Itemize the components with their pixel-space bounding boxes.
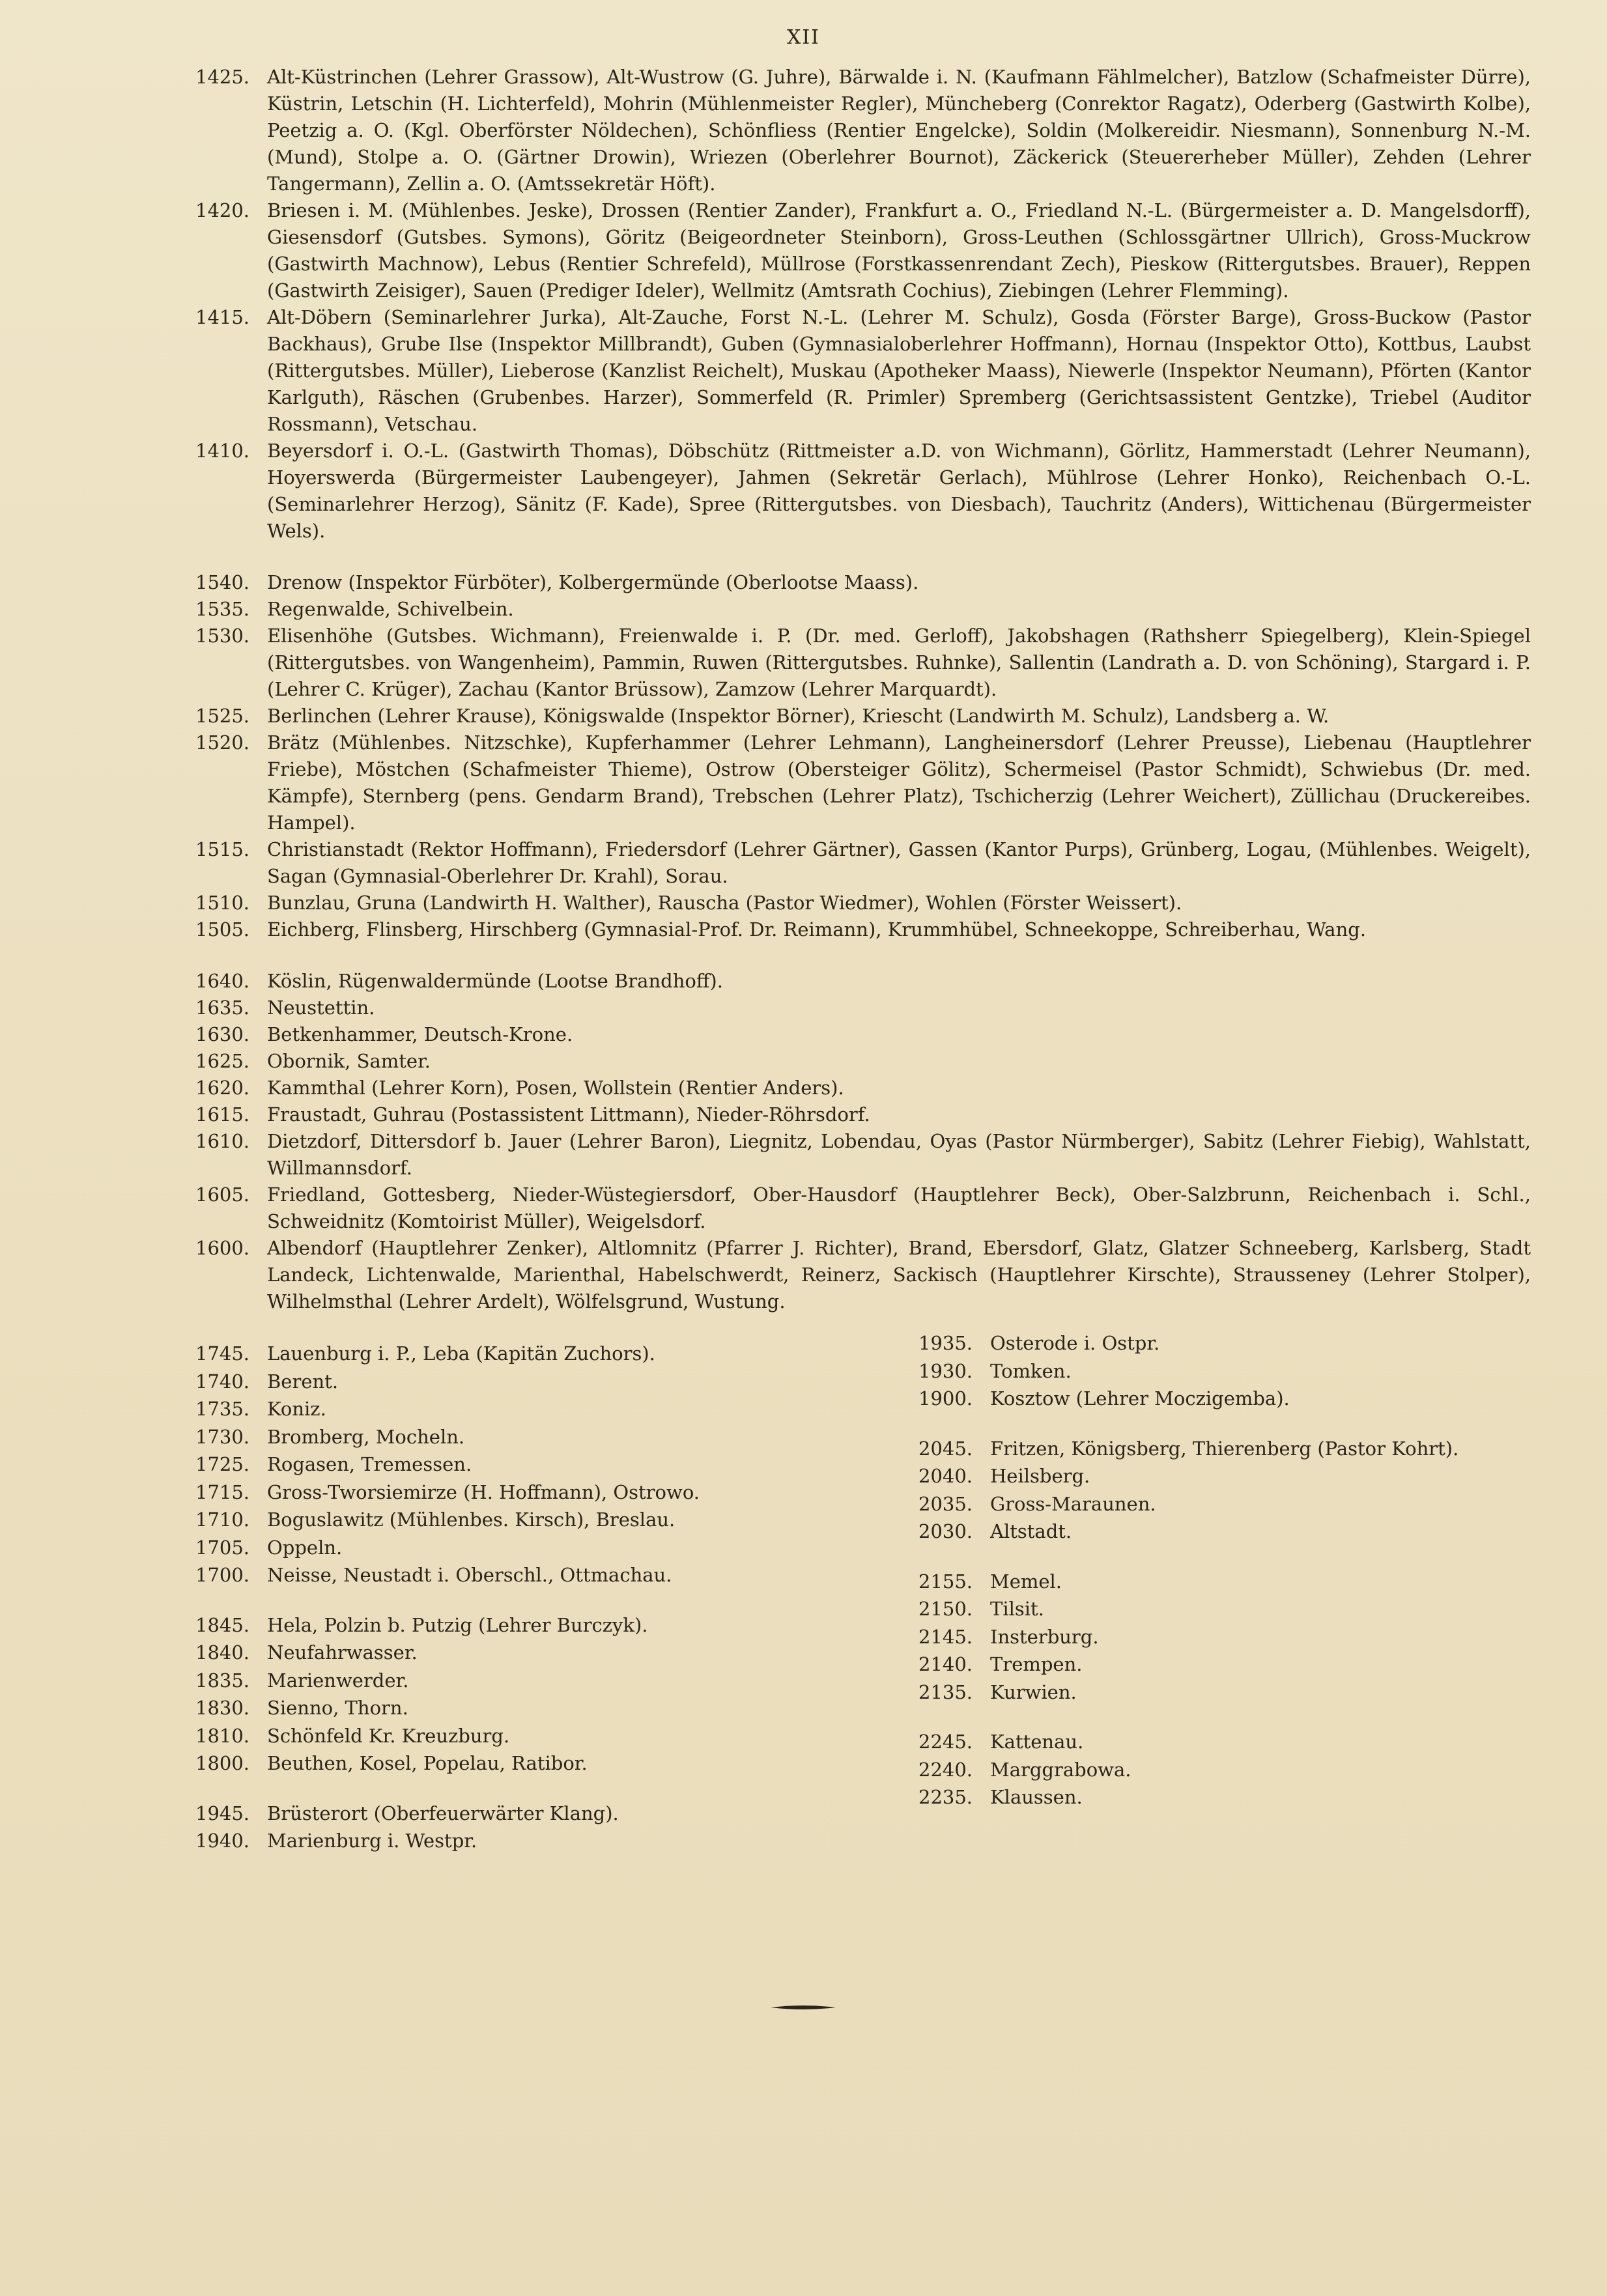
altitude-code: 2155. bbox=[918, 1570, 973, 1593]
list-item bbox=[195, 438, 1531, 545]
place-names: Alt-Küstrinchen (Lehrer Grassow), Alt-Wustrow (G. Juhre), Bärwalde i. N. (Kaufmann Fählmelcher), Batzlow (Schafmeister Dürre), Küstrin, Letschin (H. Lichterfeld), Mohrin (Mühlenmeister Regler), Müncheberg (Conrektor Ragatz), Oderberg (Gastwirth Kolbe), Peetzig a. O. (Kgl. Oberförster Nöldechen), Schönfliess (Rentier Engelcke), Soldin (Molkereidir. Niesmann), Sonnenburg N.-M. (Mund), Stolpe a. O. (Gärtner Drowin), Wriezen (Oberlehrer Bournot), Zäckerick (Steuererheber Müller), Zehden (Lehrer Tangermann), Zellin a. O. (Amtssekretär Höft). bbox=[267, 66, 1531, 195]
place-names: Neisse, Neustadt i. Oberschl., Ottmachau. bbox=[267, 1564, 672, 1586]
place-names: Koniz. bbox=[267, 1398, 326, 1420]
altitude-code: 1540. bbox=[195, 571, 250, 593]
place-names: Friedland, Gottesberg, Nieder-Wüstegiersdorf, Ober-Hausdorf (Hauptlehrer Beck), Ober-Salzbrunn, Reichenbach i. Schl., Schweidnitz (Komtoirist Müller), Weigelsdorf. bbox=[267, 1183, 1531, 1232]
place-names: Neufahrwasser. bbox=[267, 1641, 418, 1664]
place-names: Gross-Tworsiemirze (H. Hoffmann), Ostrowo. bbox=[267, 1481, 700, 1503]
altitude-code: 1600. bbox=[195, 1237, 250, 1259]
altitude-code: 1520. bbox=[195, 731, 250, 754]
entry-group bbox=[918, 1435, 1531, 1546]
altitude-code: 1835. bbox=[195, 1669, 250, 1692]
altitude-code: 1415. bbox=[195, 306, 250, 328]
place-names: Altstadt. bbox=[990, 1520, 1072, 1542]
altitude-code: 1625. bbox=[195, 1050, 250, 1072]
place-names: Albendorf (Hauptlehrer Zenker), Altlomnitz (Pfarrer J. Richter), Brand, Ebersdorf, Glatz, Glatzer Schneeberg, Karlsberg, Stadt Landeck, Lichtenwalde, Marienthal, Habelschwerdt, Reinerz, Sackisch (Hauptlehrer Kirschte), Strausseney (Lehrer Stolper), Wilhelmsthal (Lehrer Ardelt), Wölfelsgrund, Wustung. bbox=[267, 1237, 1531, 1312]
place-names: Alt-Döbern (Seminarlehrer Jurka), Alt-Zauche, Forst N.-L. (Lehrer M. Schulz), Gosda (Förster Barge), Gross-Buckow (Pastor Backhaus), Grube Ilse (Inspektor Millbrandt), Guben (Gymnasialoberlehrer Hoffmann), Hornau (Inspektor Otto), Kottbus, Laubst (Rittergutsbes. Müller), Lieberose (Kanzlist Reichelt), Muskau (Apotheker Maass), Niewerle (Inspektor Neumann), Pförten (Kantor Karlguth), Räschen (Grubenbes. Harzer), Sommerfeld (R. Primler) Spremberg (Gerichtsassistent Gentzke), Triebel (Auditor Rossmann), Vetschau. bbox=[267, 306, 1531, 435]
altitude-code: 1710. bbox=[195, 1509, 250, 1531]
altitude-code: 1505. bbox=[195, 918, 250, 941]
list-item bbox=[195, 1423, 873, 1451]
place-names: Memel. bbox=[990, 1570, 1062, 1593]
altitude-code: 1420. bbox=[195, 199, 250, 221]
list-item bbox=[195, 64, 1531, 197]
altitude-code: 1610. bbox=[195, 1130, 250, 1152]
station-list bbox=[195, 64, 1531, 1877]
place-names: Drenow (Inspektor Fürböter), Kolbergermünde (Oberlootse Maass). bbox=[267, 571, 919, 593]
place-names: Lauenburg i. P., Leba (Kapitän Zuchors). bbox=[267, 1342, 655, 1365]
altitude-code: 1730. bbox=[195, 1425, 250, 1448]
list-item bbox=[195, 1368, 873, 1396]
entry-group bbox=[918, 1329, 1531, 1413]
entry-group bbox=[918, 1568, 1531, 1707]
list-item bbox=[195, 1506, 873, 1534]
list-item bbox=[195, 1340, 873, 1368]
place-names: Bromberg, Mocheln. bbox=[267, 1425, 465, 1448]
altitude-code: 1735. bbox=[195, 1398, 250, 1420]
list-item bbox=[918, 1490, 1531, 1518]
altitude-code: 2135. bbox=[918, 1680, 973, 1703]
list-item bbox=[195, 1235, 1531, 1315]
altitude-code: 1605. bbox=[195, 1183, 250, 1206]
place-names: Dietzdorf, Dittersdorf b. Jauer (Lehrer Baron), Liegnitz, Lobendau, Oyas (Pastor Nürmberger), Sabitz (Lehrer Fiebig), Wahlstatt, Willmannsdorf. bbox=[267, 1130, 1531, 1179]
list-item bbox=[918, 1518, 1531, 1546]
place-names: Klaussen. bbox=[990, 1786, 1083, 1808]
place-names: Osterode i. Ostpr. bbox=[990, 1332, 1160, 1354]
list-item bbox=[195, 703, 1531, 730]
place-names: Brüsterort (Oberfeuerwärter Klang). bbox=[267, 1802, 619, 1824]
list-item bbox=[195, 1722, 873, 1750]
place-names: Obornik, Samter. bbox=[267, 1050, 431, 1072]
list-item bbox=[195, 623, 1531, 703]
altitude-code: 1620. bbox=[195, 1077, 250, 1099]
place-names: Christianstadt (Rektor Hoffmann), Friedersdorf (Lehrer Gärtner), Gassen (Kantor Purps), Grünberg, Logau, (Mühlenbes. Weigelt), Sagan (Gymnasial-Oberlehrer Dr. Krahl), Sorau. bbox=[267, 838, 1531, 887]
place-names: Regenwalde, Schivelbein. bbox=[267, 598, 514, 620]
list-item bbox=[918, 1756, 1531, 1784]
place-names: Briesen i. M. (Mühlenbes. Jeske), Drossen (Rentier Zander), Frankfurt a. O., Friedland N.-L. (Bürgermeister a. D. Mangelsdorff), Giesensdorf (Gutsbes. Symons), Göritz (Beigeordneter Steinborn), Gross-Leuthen (Schlossgärtner Ullrich), Gross-Muckrow (Gastwirth Machnow), Lebus (Rentier Schrefeld), Müllrose (Forstkassenrendant Zech), Pieskow (Rittergutsbes. Brauer), Reppen (Gastwirth Zeisiger), Sauen (Prediger Ideler), Wellmitz (Amtsrath Cochius), Ziebingen (Lehrer Flemming). bbox=[267, 199, 1531, 302]
list-item bbox=[918, 1462, 1531, 1490]
list-item bbox=[918, 1568, 1531, 1596]
place-names: Boguslawitz (Mühlenbes. Kirsch), Breslau. bbox=[267, 1509, 676, 1531]
altitude-code: 1830. bbox=[195, 1697, 250, 1719]
list-item bbox=[195, 1667, 873, 1695]
altitude-code: 2245. bbox=[918, 1731, 973, 1753]
altitude-code: 1900. bbox=[918, 1387, 973, 1410]
altitude-code: 2045. bbox=[918, 1437, 973, 1460]
altitude-code: 2240. bbox=[918, 1758, 973, 1781]
list-item bbox=[918, 1728, 1531, 1756]
list-item bbox=[195, 1694, 873, 1722]
altitude-code: 1410. bbox=[195, 440, 250, 462]
list-item bbox=[918, 1357, 1531, 1385]
entry-group bbox=[195, 968, 1531, 1315]
list-item bbox=[918, 1385, 1531, 1413]
place-names: Marienburg i. Westpr. bbox=[267, 1830, 477, 1852]
altitude-code: 1425. bbox=[195, 66, 250, 88]
altitude-code: 2145. bbox=[918, 1625, 973, 1648]
altitude-code: 1840. bbox=[195, 1641, 250, 1664]
place-names: Fritzen, Königsberg, Thierenberg (Pastor Kohrt). bbox=[990, 1437, 1459, 1460]
place-names: Brätz (Mühlenbes. Nitzschke), Kupferhammer (Lehrer Lehmann), Langheinersdorf (Lehrer Preusse), Liebenau (Hauptlehrer Friebe), Möstchen (Schafmeister Thieme), Ostrow (Obersteiger Gölitz), Schermeisel (Pastor Schmidt), Schwiebus (Dr. med. Kämpfe), Sternberg (pens. Gendarm Brand), Trebschen (Lehrer Platz), Tschicherzig (Lehrer Weichert), Züllichau (Druckereibes. Hampel). bbox=[267, 731, 1531, 834]
place-names: Rogasen, Tremessen. bbox=[267, 1453, 472, 1475]
place-names: Gross-Maraunen. bbox=[990, 1492, 1156, 1515]
altitude-code: 2035. bbox=[918, 1492, 973, 1515]
entry-group bbox=[195, 1340, 873, 1589]
altitude-code: 1635. bbox=[195, 997, 250, 1019]
altitude-code: 2030. bbox=[918, 1520, 973, 1542]
altitude-code: 1630. bbox=[195, 1023, 250, 1045]
place-names: Schönfeld Kr. Kreuzburg. bbox=[267, 1724, 510, 1747]
list-item bbox=[195, 1750, 873, 1778]
list-item bbox=[918, 1329, 1531, 1357]
list-item bbox=[195, 730, 1531, 836]
place-names: Beyersdorf i. O.-L. (Gastwirth Thomas), Döbschütz (Rittmeister a.D. von Wichmann), Görlitz, Hammerstadt (Lehrer Neumann), Hoyerswerda (Bürgermeister Laubengeyer), Jahmen (Sekretär Gerlach), Mühlrose (Lehrer Honko), Reichenbach O.-L. (Seminarlehrer Herzog), Sänitz (F. Kade), Spree (Rittergutsbes. von Diesbach), Tauchritz (Anders), Wittichenau (Bürgermeister Wels). bbox=[267, 440, 1531, 542]
altitude-code: 1745. bbox=[195, 1342, 250, 1365]
list-item bbox=[195, 1800, 873, 1828]
list-item bbox=[195, 1451, 873, 1479]
altitude-code: 1845. bbox=[195, 1613, 250, 1636]
list-item bbox=[195, 890, 1531, 916]
end-ornament-icon bbox=[771, 2004, 836, 2011]
place-names: Tilsit. bbox=[990, 1598, 1044, 1620]
list-item bbox=[195, 197, 1531, 304]
altitude-code: 1940. bbox=[195, 1830, 250, 1852]
list-item bbox=[918, 1623, 1531, 1651]
list-item bbox=[195, 968, 1531, 995]
place-names: Kosztow (Lehrer Moczigemba). bbox=[990, 1387, 1290, 1410]
right-column bbox=[918, 1329, 1531, 1877]
entry-group bbox=[195, 1800, 873, 1855]
list-item bbox=[918, 1679, 1531, 1707]
list-item bbox=[195, 836, 1531, 890]
place-names: Fraustadt, Guhrau (Postassistent Littmann), Nieder-Röhrsdorf. bbox=[267, 1103, 870, 1126]
place-names: Kammthal (Lehrer Korn), Posen, Wollstein (Rentier Anders). bbox=[267, 1077, 844, 1099]
place-names: Neustettin. bbox=[267, 997, 375, 1019]
place-names: Beuthen, Kosel, Popelau, Ratibor. bbox=[267, 1752, 588, 1774]
list-item bbox=[195, 596, 1531, 623]
altitude-code: 1800. bbox=[195, 1752, 250, 1774]
place-names: Köslin, Rügenwaldermünde (Lootse Brandhoff). bbox=[267, 970, 723, 992]
place-names: Bunzlau, Gruna (Landwirth H. Walther), Rauscha (Pastor Wiedmer), Wohlen (Förster Weissert). bbox=[267, 892, 1182, 914]
altitude-code: 1945. bbox=[195, 1802, 250, 1824]
left-column bbox=[195, 1340, 873, 1877]
altitude-code: 1715. bbox=[195, 1481, 250, 1503]
altitude-code: 1740. bbox=[195, 1370, 250, 1393]
altitude-code: 1935. bbox=[918, 1332, 973, 1354]
list-item bbox=[195, 1021, 1531, 1048]
list-item bbox=[918, 1595, 1531, 1623]
place-names: Berent. bbox=[267, 1370, 339, 1393]
list-item bbox=[918, 1651, 1531, 1679]
two-column-block bbox=[195, 1332, 1531, 1877]
altitude-code: 1705. bbox=[195, 1536, 250, 1559]
place-names: Hela, Polzin b. Putzig (Lehrer Burczyk). bbox=[267, 1613, 648, 1636]
altitude-code: 1615. bbox=[195, 1103, 250, 1126]
full-width-sections bbox=[195, 64, 1531, 1315]
place-names: Insterburg. bbox=[990, 1625, 1099, 1648]
page-number: XII bbox=[786, 26, 821, 49]
list-item bbox=[195, 1827, 873, 1855]
altitude-code: 1810. bbox=[195, 1724, 250, 1747]
list-item bbox=[195, 1128, 1531, 1182]
altitude-code: 1725. bbox=[195, 1453, 250, 1475]
list-item bbox=[195, 1639, 873, 1667]
list-item bbox=[918, 1435, 1531, 1463]
altitude-code: 1525. bbox=[195, 705, 250, 727]
altitude-code: 2235. bbox=[918, 1786, 973, 1808]
list-item bbox=[195, 1534, 873, 1562]
list-item bbox=[195, 1561, 873, 1589]
entry-group bbox=[918, 1728, 1531, 1811]
place-names: Trempen. bbox=[990, 1653, 1083, 1675]
altitude-code: 1640. bbox=[195, 970, 250, 992]
list-item bbox=[195, 1101, 1531, 1128]
list-item bbox=[918, 1783, 1531, 1811]
list-item bbox=[195, 1048, 1531, 1075]
place-names: Sienno, Thorn. bbox=[267, 1697, 408, 1719]
list-item bbox=[195, 1611, 873, 1639]
place-names: Betkenhammer, Deutsch-Krone. bbox=[267, 1023, 573, 1045]
altitude-code: 1515. bbox=[195, 838, 250, 860]
list-item bbox=[195, 1075, 1531, 1101]
place-names: Heilsberg. bbox=[990, 1465, 1090, 1487]
list-item bbox=[195, 1182, 1531, 1235]
place-names: Kurwien. bbox=[990, 1680, 1077, 1703]
list-item bbox=[195, 995, 1531, 1021]
altitude-code: 1535. bbox=[195, 598, 250, 620]
place-names: Kattenau. bbox=[990, 1731, 1084, 1753]
altitude-code: 1530. bbox=[195, 625, 250, 647]
place-names: Tomken. bbox=[990, 1359, 1072, 1382]
list-item bbox=[195, 1479, 873, 1507]
entry-group bbox=[195, 569, 1531, 943]
altitude-code: 2040. bbox=[918, 1465, 973, 1487]
list-item bbox=[195, 304, 1531, 438]
altitude-code: 1700. bbox=[195, 1564, 250, 1586]
altitude-code: 1510. bbox=[195, 892, 250, 914]
entry-group bbox=[195, 64, 1531, 545]
place-names: Oppeln. bbox=[267, 1536, 343, 1559]
list-item bbox=[195, 569, 1531, 596]
place-names: Eichberg, Flinsberg, Hirschberg (Gymnasial-Prof. Dr. Reimann), Krummhübel, Schneekoppe, Schreiberhau, Wang. bbox=[267, 918, 1367, 941]
place-names: Marienwerder. bbox=[267, 1669, 409, 1692]
place-names: Berlinchen (Lehrer Krause), Königswalde (Inspektor Börner), Kriescht (Landwirth M. Schulz), Landsberg a. W. bbox=[267, 705, 1330, 727]
place-names: Marggrabowa. bbox=[990, 1758, 1131, 1781]
list-item bbox=[195, 916, 1531, 943]
altitude-code: 2150. bbox=[918, 1598, 973, 1620]
list-item bbox=[195, 1395, 873, 1423]
altitude-code: 2140. bbox=[918, 1653, 973, 1675]
place-names: Elisenhöhe (Gutsbes. Wichmann), Freienwalde i. P. (Dr. med. Gerloff), Jakobshagen (Rathsherr Spiegelberg), Klein-Spiegel (Rittergutsbes. von Wangenheim), Pammin, Ruwen (Rittergutsbes. Ruhnke), Sallentin (Landrath a. D. von Schöning), Stargard i. P. (Lehrer C. Krüger), Zachau (Kantor Brüssow), Zamzow (Lehrer Marquardt). bbox=[267, 625, 1531, 700]
altitude-code: 1930. bbox=[918, 1359, 973, 1382]
entry-group bbox=[195, 1611, 873, 1778]
